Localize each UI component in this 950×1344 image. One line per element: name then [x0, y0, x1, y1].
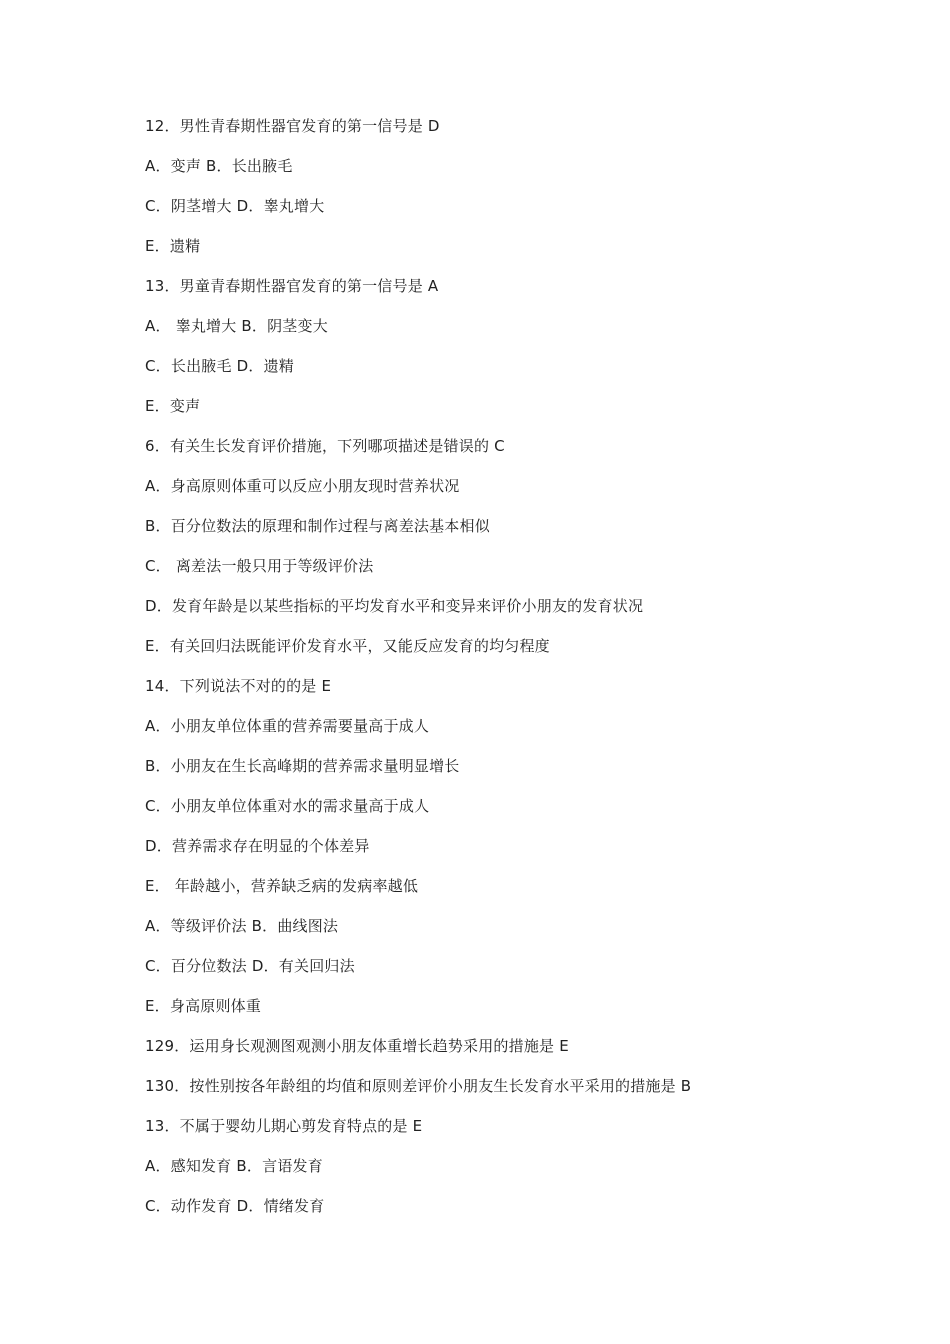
question-13b-options-ab: A．感知发育 B．言语发育: [145, 1157, 323, 1175]
question-13b-stem: 13．不属于婴幼儿期心剪发育特点的是 E: [145, 1117, 423, 1135]
shared-options-cd: C．百分位数法 D．有关回归法: [145, 957, 355, 975]
question-12-option-e: E．遗精: [145, 237, 201, 255]
question-14-option-d: D．营养需求存在明显的个体差异: [145, 837, 370, 855]
question-14-option-e: E． 年龄越小，营养缺乏病的发病率越低: [145, 877, 419, 895]
question-13-stem: 13．男童青春期性器官发育的第一信号是 A: [145, 277, 439, 295]
question-14-option-c: C．小朋友单位体重对水的需求量高于成人: [145, 797, 430, 815]
question-13-option-e: E．变声: [145, 397, 201, 415]
question-13-options-ab: A． 睾丸增大 B．阴茎变大: [145, 317, 328, 335]
question-12-options-ab: A．变声 B．长出腋毛: [145, 157, 293, 175]
question-6-option-a: A．身高原则体重可以反应小朋友现时营养状况: [145, 477, 460, 495]
question-129-stem: 129．运用身长观测图观测小朋友体重增长趋势采用的措施是 E: [145, 1037, 569, 1055]
question-130-stem: 130．按性别按各年龄组的均值和原则差评价小朋友生长发育水平采用的措施是 B: [145, 1077, 692, 1095]
question-12-stem: 12．男性青春期性器官发育的第一信号是 D: [145, 117, 440, 135]
question-12-options-cd: C．阴茎增大 D．睾丸增大: [145, 197, 325, 215]
question-14-option-b: B．小朋友在生长高峰期的营养需求量明显增长: [145, 757, 460, 775]
question-13b-options-cd: C．动作发育 D．情绪发育: [145, 1197, 325, 1215]
question-6-option-d: D．发育年龄是以某些指标的平均发育水平和变异来评价小朋友的发育状况: [145, 597, 644, 615]
question-13-options-cd: C．长出腋毛 D．遗精: [145, 357, 294, 375]
question-text-block: [145, 114, 905, 1234]
question-6-option-c: C． 离差法一般只用于等级评价法: [145, 557, 374, 575]
question-14-stem: 14．下列说法不对的的是 E: [145, 677, 332, 695]
question-6-stem: 6．有关生长发育评价措施，下列哪项描述是错误的 C: [145, 437, 505, 455]
shared-options-ab: A．等级评价法 B．曲线图法: [145, 917, 339, 935]
question-6-option-e: E．有关回归法既能评价发育水平，又能反应发育的均匀程度: [145, 637, 550, 655]
question-14-option-a: A．小朋友单位体重的营养需要量高于成人: [145, 717, 430, 735]
shared-option-e: E．身高原则体重: [145, 997, 262, 1015]
question-6-option-b: B．百分位数法的原理和制作过程与离差法基本相似: [145, 517, 490, 535]
